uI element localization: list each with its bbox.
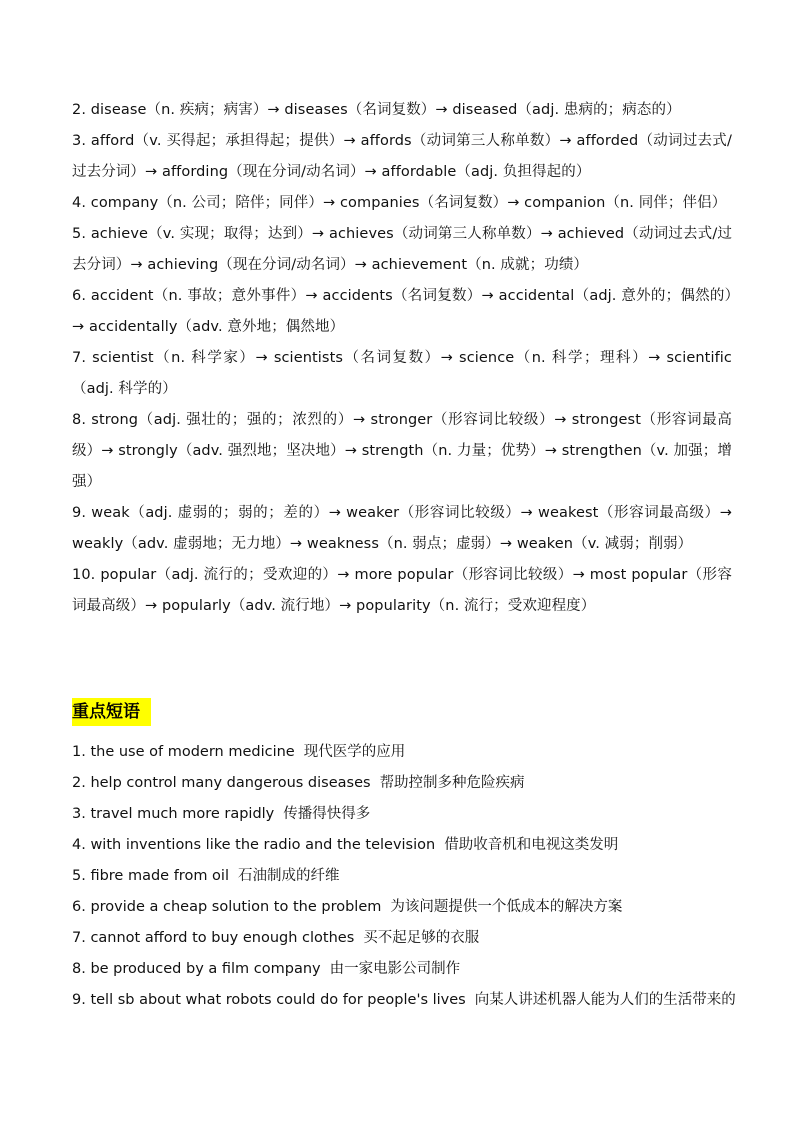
section-heading-key-phrases: 重点短语 bbox=[72, 698, 151, 726]
phrase-english: 9. tell sb about what robots could do for people's lives bbox=[72, 992, 466, 1008]
phrase-item bbox=[72, 799, 752, 830]
phrase-chinese: 为该问题提供一个低成本的解决方案 bbox=[390, 899, 623, 915]
phrase-english: 2. help control many dangerous diseases bbox=[72, 775, 371, 791]
phrase-chinese: 现代医学的应用 bbox=[303, 744, 406, 760]
vocab-entry-achieve: 5. achieve（v. 实现；取得；达到）→ achieves（动词第三人称单数）→ achieved（动词过去式/过去分词）→ achieving（现在分词/动名词）→ achievement（n. 成就；功绩） bbox=[72, 226, 732, 273]
phrase-item bbox=[72, 830, 752, 861]
phrase-english: 5. fibre made from oil bbox=[72, 868, 229, 884]
phrase-english: 8. be produced by a film company bbox=[72, 961, 321, 977]
phrase-item bbox=[72, 768, 752, 799]
phrase-chinese: 借助收音机和电视这类发明 bbox=[444, 837, 619, 853]
phrase-english: 1. the use of modern medicine bbox=[72, 744, 295, 760]
phrase-item bbox=[72, 923, 752, 954]
vocab-entry-weak: 9. weak（adj. 虚弱的；弱的；差的）→ weaker（形容词比较级）→ weakest（形容词最高级）→ weakly（adv. 虚弱地；无力地）→ weakness（n. 弱点；虚弱）→ weaken（v. 减弱；削弱） bbox=[72, 505, 732, 552]
vocab-entry-company: 4. company（n. 公司；陪伴；同伴）→ companies（名词复数）→ companion（n. 同伴；伴侣） bbox=[72, 195, 727, 211]
phrase-english: 6. provide a cheap solution to the problem bbox=[72, 899, 382, 915]
vocabulary-list bbox=[72, 95, 732, 622]
phrase-english: 3. travel much more rapidly bbox=[72, 806, 275, 822]
phrase-chinese: 向某人讲述机器人能为人们的生活带来的 bbox=[474, 992, 736, 1008]
phrase-chinese: 由一家电影公司制作 bbox=[329, 961, 461, 977]
phrase-item bbox=[72, 892, 752, 923]
phrase-item bbox=[72, 861, 752, 892]
vocab-entry-disease: 2. disease（n. 疾病；病害）→ diseases（名词复数）→ diseased（adj. 患病的；病态的） bbox=[72, 102, 681, 118]
vocab-entry-afford: 3. afford（v. 买得起；承担得起；提供）→ affords（动词第三人称单数）→ afforded（动词过去式/过去分词）→ affording（现在分词/动名词）→ affordable（adj. 负担得起的） bbox=[72, 133, 732, 180]
phrase-item bbox=[72, 985, 752, 1016]
vocab-entry-popular: 10. popular（adj. 流行的；受欢迎的）→ more popular（形容词比较级）→ most popular（形容词最高级）→ popularly（adv. 流行地）→ popularity（n. 流行；受欢迎程度） bbox=[72, 567, 732, 614]
phrase-english: 7. cannot afford to buy enough clothes bbox=[72, 930, 355, 946]
phrase-chinese: 帮助控制多种危险疾病 bbox=[379, 775, 525, 791]
vocab-entry-scientist: 7. scientist（n. 科学家）→ scientists（名词复数）→ science（n. 科学；理科）→ scientific（adj. 科学的） bbox=[72, 350, 732, 397]
vocab-entry-strong: 8. strong（adj. 强壮的；强的；浓烈的）→ stronger（形容词比较级）→ strongest（形容词最高级）→ strongly（adv. 强烈地；坚决地）→ strength（n. 力量；优势）→ strengthen（v. 加强；增强） bbox=[72, 412, 732, 490]
phrase-chinese: 买不起足够的衣服 bbox=[363, 930, 480, 946]
vocab-entry-accident: 6. accident（n. 事故；意外事件）→ accidents（名词复数）→ accidental（adj. 意外的；偶然的）→ accidentally（adv. 意外地；偶然地） bbox=[72, 288, 732, 335]
phrase-chinese: 传播得快得多 bbox=[283, 806, 371, 822]
phrase-item bbox=[72, 954, 752, 985]
phrase-list bbox=[72, 737, 752, 1016]
phrase-english: 4. with inventions like the radio and the television bbox=[72, 837, 436, 853]
phrase-chinese: 石油制成的纤维 bbox=[237, 868, 340, 884]
phrase-item bbox=[72, 737, 752, 768]
